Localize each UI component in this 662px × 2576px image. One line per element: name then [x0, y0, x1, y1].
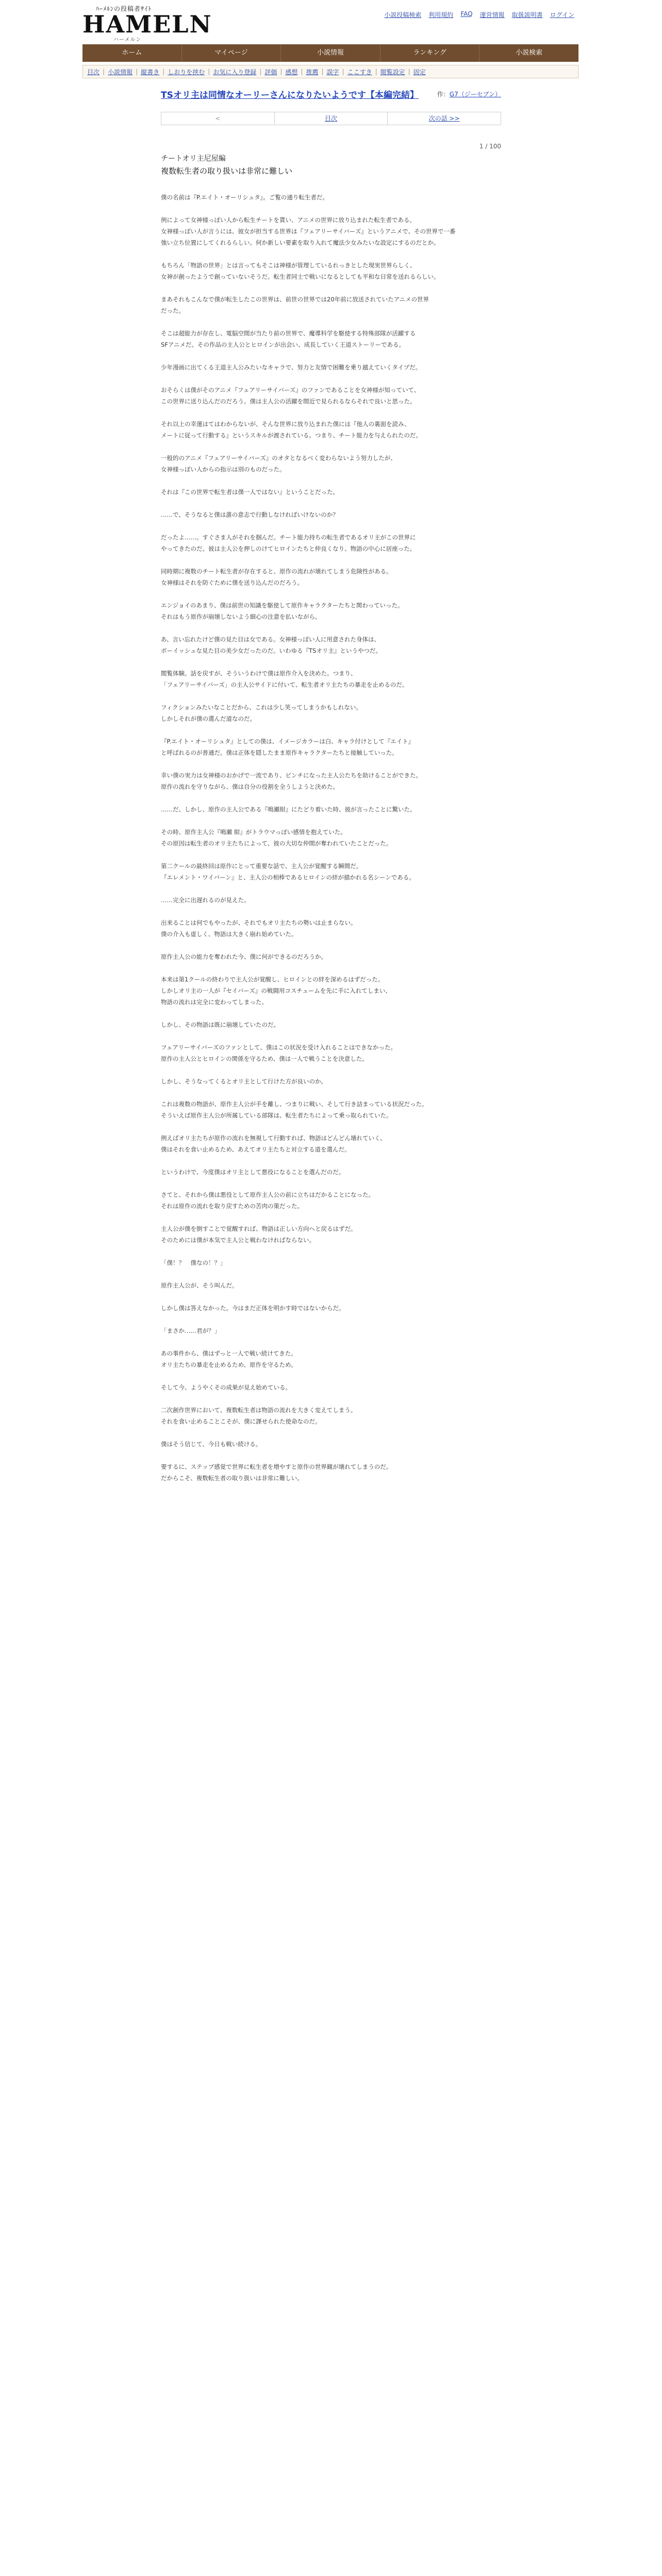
body-paragraph: やってきたのだ。彼は主人公を押しのけてヒロインたちと仲良くなり、物語の中心に居座った。	[161, 545, 416, 552]
body-paragraph	[161, 1030, 501, 1042]
body-paragraph: 閲覧体験。話を戻すが、そういうわけで僕は原作介入を決めた。つまり、	[161, 670, 357, 677]
subnav-recommend[interactable]: 推薦	[306, 68, 319, 76]
body-paragraph: さてと、それから僕は悪役として原作主人公の前に立ちはだかることになった。	[161, 1191, 374, 1198]
body-paragraph: と呼ばれるのが普通だ。僕は正体を隠したまま原作キャラクターたちと接触していった。	[161, 749, 398, 756]
site-logo[interactable]	[82, 4, 212, 43]
body-paragraph: 女神様っぽい人からの指示は別のものだった。	[161, 466, 286, 473]
body-paragraph: フェアリーサイバーズのファンとして、僕はこの状況を受け入れることはできなかった。	[161, 1044, 396, 1051]
body-paragraph	[161, 1212, 501, 1223]
body-paragraph	[161, 373, 501, 384]
body-paragraph: ボーイッシュな見た目の美少女だったのだ。いわゆる『TSオリ主』というやつだ。	[161, 647, 382, 654]
novel-header	[161, 88, 501, 100]
subnav-view-settings[interactable]: 閲覧設定	[380, 68, 405, 76]
body-paragraph	[161, 203, 501, 214]
body-paragraph	[161, 1314, 501, 1325]
body-paragraph	[161, 940, 501, 951]
author-info	[437, 88, 501, 98]
body-paragraph: だからこそ、複数転生者の取り扱いは非常に難しい。	[161, 1475, 303, 1482]
pager-toc[interactable]: 目次	[275, 112, 388, 125]
body-paragraph: だったよ……。すぐさま人がそれを掴んだ。チート能力持ちの転生者であるオリ主がこの世界に	[161, 534, 416, 541]
body-paragraph: これは複数の物語が、原作主人公が手を離し、つまりに戦い、そして行き詰まっている状況だった。	[161, 1100, 428, 1108]
body-paragraph: 原作の主人公とヒロインの関係を守るため、僕は一人で戦うことを決意した。	[161, 1055, 368, 1062]
body-paragraph: フィクションみたいなことだから、これは少し笑ってしまうかもしれない。	[161, 704, 362, 711]
body-paragraph	[161, 1268, 501, 1280]
body-paragraph: 出来ることは何でもやったが、それでもオリ主たちの勢いは止まらない。	[161, 919, 357, 926]
body-paragraph: 幸い僕の実力は女神様のおかげで一流であり、ピンチになった主人公たちを助けることができた。	[161, 772, 422, 779]
util-link-about[interactable]: 運営情報	[479, 11, 505, 19]
body-paragraph: 女神様はそれを防ぐために僕を送り込んだのだろう。	[161, 579, 303, 586]
gnav-mypage[interactable]: マイページ	[182, 44, 282, 62]
body-paragraph: 女神様っぽい人が言うには、彼女が担当する世界は『フェアリーサイバーズ』というアニメで、その世界で一番	[161, 228, 456, 235]
body-paragraph	[161, 849, 501, 860]
util-link-terms[interactable]: 利用規約	[428, 11, 454, 19]
body-paragraph	[161, 1246, 501, 1257]
chapter-label: チートオリ主尼屋編	[161, 155, 226, 163]
body-paragraph: 女神が創ったようで創っていないそうだ。転生者同士で戦いになるとしても平和な日常を送れるらしい。	[161, 273, 440, 280]
subnav-kokosuki[interactable]: ここすき	[347, 68, 372, 76]
body-paragraph: 僕はそう信じて、今日も戦い続ける。	[161, 1440, 262, 1448]
gnav-ranking[interactable]: ランキング	[380, 44, 480, 62]
body-paragraph: 僕はそれを食い止めるため、あえてオリ主たちと対立する道を選んだ。	[161, 1146, 351, 1153]
author-link[interactable]: G7（ジーセブン）	[449, 91, 501, 98]
body-paragraph: そして今、ようやくその成果が見え始めている。	[161, 1384, 291, 1391]
body-paragraph	[161, 1370, 501, 1382]
body-paragraph: というわけで、今度僕はオリ主として悪役になることを選んだのだ。	[161, 1168, 345, 1176]
pager-prev[interactable]: <	[161, 112, 275, 125]
body-paragraph: 『P.エイト・オーリシュタ』としての僕は、イメージカラーは白、キャラ付けとして『エイト』	[161, 738, 415, 745]
author-prefix: 作：	[437, 91, 450, 98]
body-paragraph	[161, 815, 501, 826]
body-paragraph	[161, 475, 501, 486]
body-paragraph	[161, 1291, 501, 1302]
body-paragraph	[161, 1450, 501, 1461]
body-paragraph: オリ主たちの暴走を止めるため、原作を守るため。	[161, 1361, 297, 1368]
novel-title-link[interactable]: TSオリ主は同情なオーリーさんになりたいようです【本編完結】	[161, 90, 419, 100]
body-paragraph	[161, 1336, 501, 1348]
body-paragraph: しかし、そうなってくるとオリ主として行けた方が良いのか。	[161, 1078, 327, 1085]
body-paragraph	[161, 554, 501, 566]
body-paragraph: それは原作の流れを取り戻すための苦肉の策だった。	[161, 1202, 303, 1210]
body-paragraph: まあそれもこんなで僕が転生したこの世界は、前世の世界では20年前に放送されていたアニメの世界	[161, 296, 429, 303]
body-paragraph: 「まさか……君が？」	[161, 1327, 220, 1334]
body-paragraph	[161, 316, 501, 328]
main-content	[161, 88, 501, 1484]
body-paragraph	[161, 350, 501, 362]
body-paragraph: そのためには僕が本気で主人公と戦わなければならない。	[161, 1236, 315, 1244]
body-paragraph: おそらくは僕がそのアニメ『フェアリーサイバーズ』のファンであることを女神様が知っていて、	[161, 386, 420, 394]
body-paragraph: 要するに、ステップ感覚で世界に転生者を増やすと原作の世界観が壊れてしまうのだ。	[161, 1463, 392, 1470]
site-header	[0, 0, 662, 44]
body-paragraph: 同時期に複数のチート転生者が存在すると、原作の流れが壊れてしまう危険性がある。	[161, 568, 392, 575]
subnav-pin[interactable]: 固定	[413, 68, 426, 76]
body-paragraph	[161, 520, 501, 532]
body-paragraph	[161, 407, 501, 418]
body-paragraph	[161, 1087, 501, 1098]
subnav-typo[interactable]: 誤字	[326, 68, 339, 76]
body-paragraph: そういえば原作主人公が所属している部隊は、転生者たちによって乗っ取られていた。	[161, 1112, 392, 1119]
body-paragraph: しかし僕は答えなかった。今はまだ正体を明かす時ではないからだ。	[161, 1304, 345, 1312]
body-paragraph: 『エレメント・ワイバーン』と、主人公の相棒であるヒロインの絆が描かれる名シーンである。	[161, 874, 415, 881]
body-paragraph: 原作の流れを守りながら、僕は自分の役割を全うしようと決めた。	[161, 783, 339, 790]
body-paragraph: それを食い止めることこそが、僕に課せられた使命なのだ。	[161, 1418, 321, 1425]
body-paragraph	[161, 962, 501, 974]
body-paragraph	[161, 1393, 501, 1404]
body-paragraph: だった。	[161, 307, 185, 314]
body-paragraph: 少年漫画に出てくる王道主人公みたいなキャラで、努力と友情で困難を乗り越えていくタイプだ。	[161, 364, 422, 371]
body-paragraph: 原作主人公の能力を奪われた今、僕に何ができるのだろうか。	[161, 953, 327, 960]
pager-next[interactable]: 次の話 >>	[428, 115, 460, 122]
body-paragraph: ……だ、しかし、原作の主人公である『鳴瀬紺』にたどり着いた時、彼が言ったことに驚いた。	[161, 806, 416, 813]
body-paragraph: ……で、そうなると僕は誰の意志で行動しなければいけないのか？	[161, 511, 339, 518]
body-paragraph	[161, 690, 501, 702]
body-paragraph	[161, 441, 501, 452]
body-paragraph: 原作主人公が、そう叫んだ。	[161, 1282, 238, 1289]
body-paragraph: SFアニメだ。その作品の主人公とヒロインが出会い、成長していく王道ストーリーである。	[161, 341, 405, 348]
body-paragraph: 僕の名前は『P.エイト・オーリシュタ』。ご覧の通り転生者だ。	[161, 194, 328, 201]
body-paragraph: 僕の介入も虚しく、物語は大きく崩れ始めていた。	[161, 930, 297, 938]
body-paragraph	[161, 1121, 501, 1132]
subnav-vertical[interactable]: 縦書き	[141, 68, 160, 76]
body-paragraph: 強い立ち位置にしてくれるらしい。何か新しい要素を取り入れて魔法少女みたいな設定にするのだとか。	[161, 239, 440, 246]
body-paragraph: もちろん「物語の世界」とは言ってもそこは神様が管理しているれっきとした現実世界らしく、	[161, 262, 416, 269]
gnav-novel-search[interactable]: 小説検索	[516, 49, 543, 57]
body-paragraph: 一般的のアニメ『フェアリーサイバーズ』のオタとなるべく変わらないよう努力したが、	[161, 454, 396, 462]
episode-title: 複数転生者の取り扱いは非常に難しい	[161, 166, 293, 176]
body-paragraph: そこは超能力が存在し、電脳空間が当たり前の世界で、魔導科学を駆使する特殊部隊が活躍する	[161, 330, 416, 337]
body-paragraph	[161, 883, 501, 894]
chapter-header	[161, 143, 501, 176]
body-paragraph: それは『この世界で転生者は僕一人ではない』ということだった。	[161, 488, 339, 496]
body-paragraph: 本来は第1クールの終わりで主人公が覚醒し、ヒロインとの絆を深めるはずだった。	[161, 976, 384, 983]
subnav-rate[interactable]: 評価	[264, 68, 277, 76]
body-paragraph: 物語の流れは完全に変わってしまった。	[161, 998, 268, 1006]
global-nav	[82, 44, 578, 62]
subnav-favorite[interactable]: お気に入り登録	[213, 68, 257, 76]
gnav-novel-info[interactable]: 小説情報	[281, 44, 380, 62]
body-paragraph: その原因は転生者のオリ主たちによって、彼の大切な仲間が奪われていたことだった。	[161, 840, 392, 847]
body-paragraph	[161, 622, 501, 634]
body-paragraph	[161, 498, 501, 509]
body-paragraph	[161, 1008, 501, 1019]
body-paragraph: 「フェアリーサイバーズ」の主人公サイドに付いて、転生者オリ主たちの暴走を止めるのだ。	[161, 681, 408, 688]
body-paragraph	[161, 758, 501, 770]
novel-subnav: 目次 | 小説情報 | 縦書き | しおりを挟む | お気に入り登録 | 評価 | 感想 | 推薦 | 誤字 | ここすき | 閲覧設定 | 固定	[82, 65, 578, 78]
body-paragraph	[161, 792, 501, 804]
utility-links	[384, 10, 574, 19]
body-paragraph: 主人公が僕を倒すことで覚醒すれば、物語は正しい方向へと戻るはずだ。	[161, 1225, 357, 1232]
body-paragraph: 「僕！？ 僕なの！？」	[161, 1259, 226, 1266]
body-paragraph: しかし、その物語は既に崩壊していたのだ。	[161, 1021, 279, 1028]
body-paragraph: それはもう原作が崩壊しないよう細心の注意を払いながら。	[161, 613, 321, 620]
body-paragraph: エンジョイのあまり、僕は前世の知識を駆使して原作キャラクターたちと関わっていった。	[161, 602, 404, 609]
gnav-home[interactable]: ホーム	[82, 44, 182, 62]
logo-sub: ハーメルン	[113, 37, 142, 43]
body-paragraph	[161, 282, 501, 294]
body-paragraph	[161, 724, 501, 736]
subnav-bookmark[interactable]: しおりを挟む	[168, 68, 205, 76]
body-paragraph	[161, 588, 501, 600]
logo-word: HAMELN	[82, 10, 212, 38]
util-link-login[interactable]: ログイン	[550, 11, 574, 19]
body-paragraph	[161, 656, 501, 668]
body-paragraph: 二次創作世界において、複数転生者は物語の流れを大きく変えてしまう。	[161, 1406, 357, 1414]
subnav-toc[interactable]: 目次	[87, 68, 100, 76]
body-paragraph: あの事件から、僕はずっと一人で戦い続けてきた。	[161, 1350, 297, 1357]
page-count: 1 / 100	[479, 143, 501, 150]
body-paragraph	[161, 1064, 501, 1076]
novel-body	[161, 192, 501, 1484]
body-paragraph: その時、原作主人公『鳴瀬 紺』がトラウマっぽい感情を抱えていた。	[161, 828, 346, 836]
body-paragraph: しかしオリ主の一人が『セイバーズ』の戦闘用コスチュームを先に手に入れてしまい、	[161, 987, 391, 994]
body-paragraph: 例えばオリ主たちが原作の流れを無視して行動すれば、物語はどんどん壊れていく。	[161, 1134, 386, 1142]
body-paragraph	[161, 906, 501, 917]
chapter-pager	[161, 112, 501, 125]
util-link-manual[interactable]: 取扱説明書	[511, 11, 543, 19]
body-paragraph: それ以上の幸運はてはわからないが、そんな世界に放り込まれた僕には『他人の裏面を読み、	[161, 420, 410, 428]
body-paragraph	[161, 1155, 501, 1166]
body-paragraph: しかしそれが僕の選んだ道なのだ。	[161, 715, 256, 722]
util-link-faq[interactable]: FAQ	[460, 10, 473, 18]
body-paragraph	[161, 1427, 501, 1438]
body-paragraph	[161, 248, 501, 260]
body-paragraph: メートに従って行動する』というスキルが渡されている。つまり、チート能力を与えられたのだ。	[161, 432, 422, 439]
logo-tagline: ﾊｰﾒﾙﾝの投稿者ｻｲﾄ	[96, 5, 152, 12]
body-paragraph	[161, 1178, 501, 1189]
body-paragraph: 例によって女神様っぽい人から転生チートを貰い、アニメの世界に放り込まれた転生者である。	[161, 216, 416, 224]
body-paragraph: この世界に送り込んだのだろう。僕は主人公の活躍を間近で見られるならそれで良いと思った。	[161, 398, 416, 405]
subnav-novel-info[interactable]: 小説情報	[108, 68, 133, 76]
body-paragraph: あ、言い忘れたけど僕の見た目は女である。女神様っぽい人に用意された身体は、	[161, 636, 380, 643]
body-paragraph: ……完全に出遅れるのが見えた。	[161, 896, 250, 904]
subnav-comment[interactable]: 感想	[285, 68, 298, 76]
body-paragraph: 第二クールの最終回は原作にとって重要な話で、主人公が覚醒する瞬間だ。	[161, 862, 362, 870]
util-link-search[interactable]: 小説投稿検索	[384, 11, 422, 19]
